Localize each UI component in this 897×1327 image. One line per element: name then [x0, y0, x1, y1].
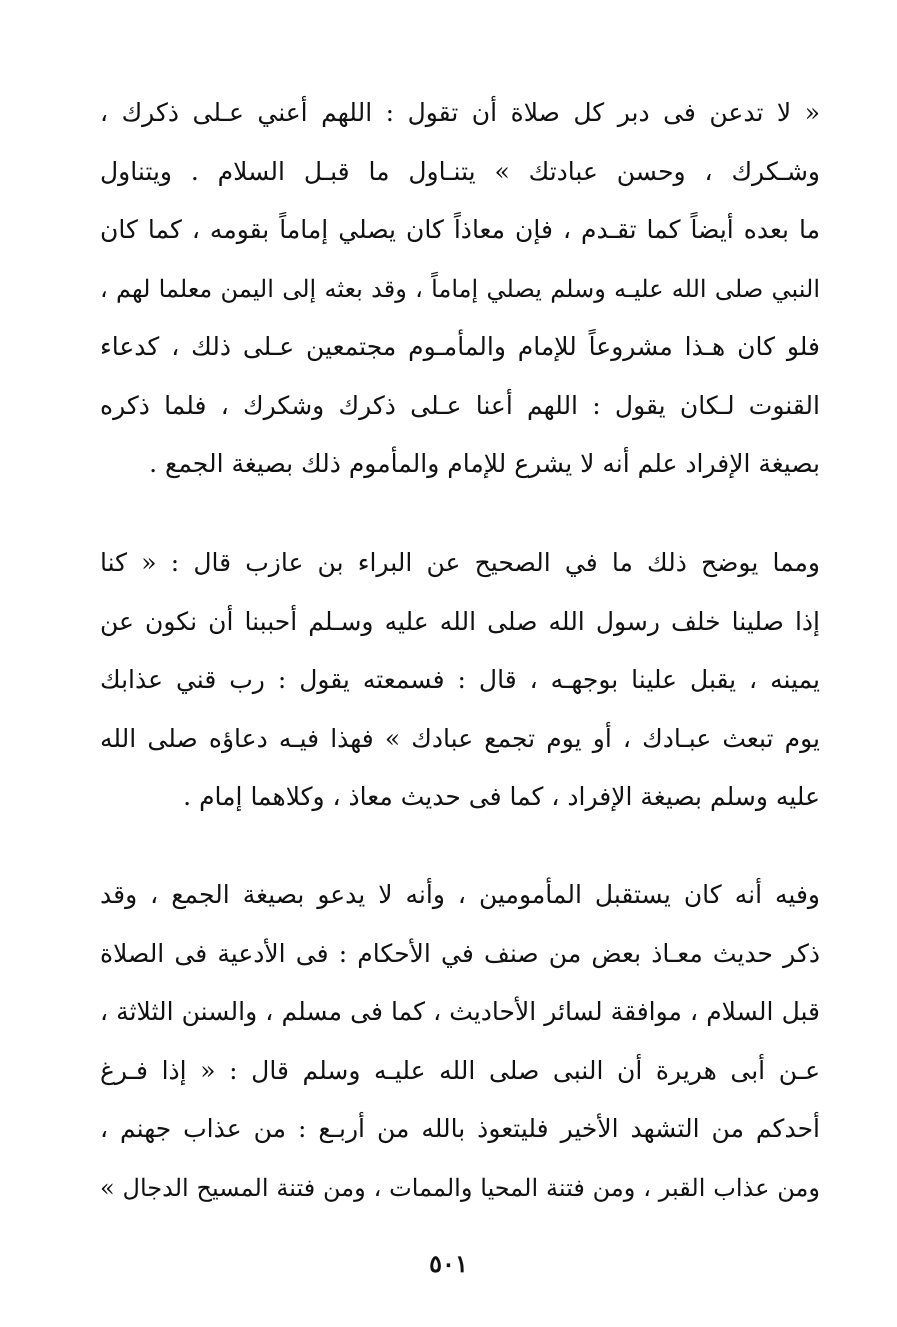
text-line: يمينه ، يقبل علينا بوجهـه ، قال : فسمعته يقول : رب قني عذابك — [100, 665, 820, 694]
text-line: بصيغة الإفراد علم أنه لا يشرع للإمام والمأموم ذلك بصيغة الجمع . — [149, 449, 820, 478]
text-line: ومن عذاب القبر ، ومن فتنة المحيا والممات ، ومن فتنة المسيح الدجال » — [100, 1173, 820, 1202]
text-line: القنوت لـكان يقول : اللهم أعنا عـلى ذكرك وشكرك ، فلما ذكره — [100, 390, 820, 420]
paragraph-3 — [100, 866, 820, 1217]
page-number: ٥٠١ — [429, 1249, 468, 1278]
text-line: وشـكرك ، وحسن عبادتك » يتنـاول ما قبـل السلام . ويتناول — [100, 156, 820, 186]
text-line: قبل السلام ، موافقة لسائر الأحاديث ، كما فى مسلم ، والسنن الثلاثة ، — [100, 997, 820, 1026]
paragraph-1 — [100, 84, 820, 494]
text-line: عليه وسلم بصيغة الإفراد ، كما فى حديث معاذ ، وكلاهما إمام . — [183, 782, 820, 811]
text-line: عـن أبى هريرة أن النبى صلى الله عليـه وسلم قال : « إذا فـرغ — [100, 1055, 820, 1085]
text-line: وفيه أنه كان يستقبل المأمومين ، وأنه لا يدعو بصيغة الجمع ، وقد — [100, 880, 820, 909]
text-line: ما بعده أيضاً كما تقـدم ، فإن معاذاً كان يصلي إماماً بقومه ، كما كان — [100, 215, 820, 244]
text-line: إذا صلينا خلف رسول الله صلى الله عليه وسـلم أحببنا أن نكون عن — [100, 606, 820, 636]
text-line: ذكر حديث معـاذ بعض من صنف في الأحكام : فى الأدعية فى الصلاة — [100, 938, 820, 968]
text-line: ومما يوضح ذلك ما في الصحيح عن البراء بن عازب قال : « كنا — [100, 548, 820, 577]
text-line: أحدكم من التشهد الأخير فليتعوذ بالله من أربـع : من عذاب جهنم ، — [100, 1114, 820, 1143]
text-line: « لا تدعن فى دبر كل صلاة أن تقول : اللهم أعني عـلى ذكرك ، — [100, 98, 820, 127]
text-line: النبي صلى الله عليـه وسلم يصلي إماماً ، وقد بعثه إلى اليمن معلما لهم ، — [100, 274, 820, 303]
text-line: يوم تبعث عبـادك ، أو يوم تجمع عبادك » فهذا فيـه دعاؤه صلى الله — [100, 723, 820, 753]
paragraph-2 — [100, 534, 820, 827]
text-line: فلو كان هـذا مشروعاً للإمام والمأمـوم مجتمعين عـلى ذلك ، كدعاء — [100, 332, 820, 361]
